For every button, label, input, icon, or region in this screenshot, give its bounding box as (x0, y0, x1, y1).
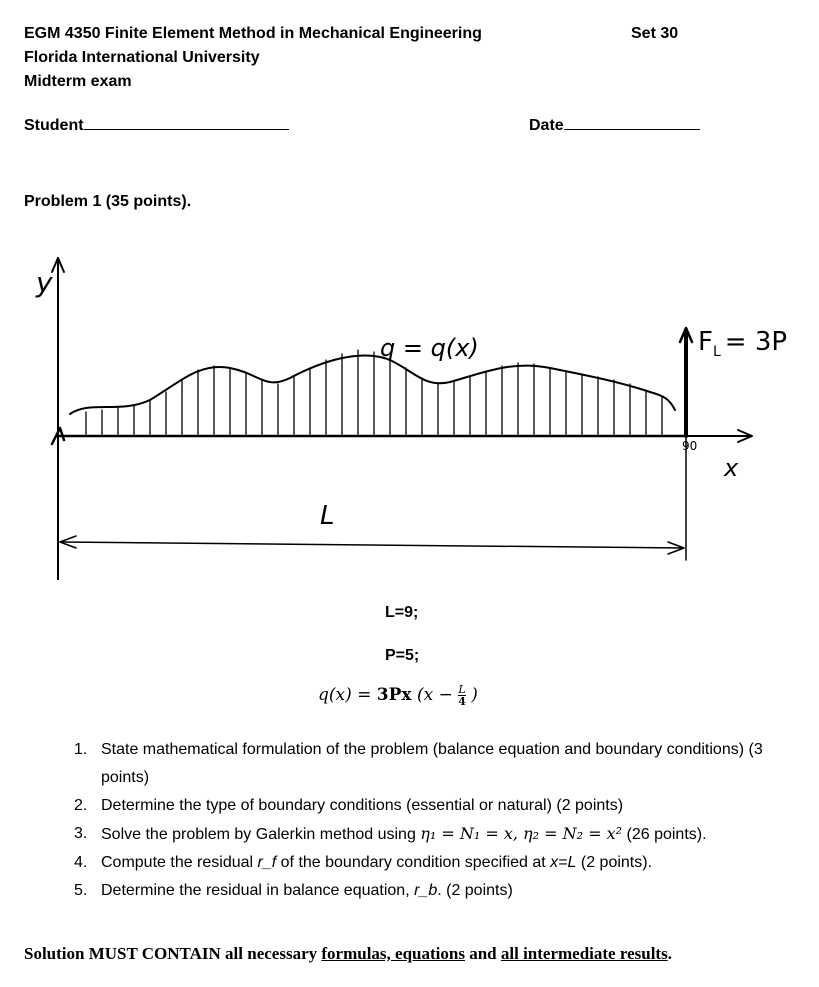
param-L: L=9; (385, 604, 419, 621)
length-dimension (60, 536, 684, 554)
student-label: Student (24, 117, 84, 134)
student-field (24, 114, 289, 138)
right-angle-mark: 90 (682, 439, 698, 453)
header-block (24, 22, 482, 94)
task-item: 4. Compute the residual r_f of the boundary condition specified at x=L (2 points). (74, 854, 653, 871)
load-curve (70, 355, 675, 414)
exam-type: Midterm exam (24, 73, 132, 90)
load-hatching (86, 350, 662, 436)
task-list (74, 736, 764, 905)
y-axis-label: y (36, 266, 53, 299)
problem-title: Problem 1 (35 points). (24, 193, 192, 210)
task-item: 2. Determine the type of boundary conditions (essential or natural) (2 points) (74, 797, 624, 814)
param-P: P=5; (385, 647, 420, 664)
length-label: L (320, 501, 335, 531)
load-label: q = q(x) (380, 334, 479, 362)
end-force-arrow (680, 328, 692, 436)
course-title: EGM 4350 Finite Element Method in Mechanical Engineering (24, 25, 482, 42)
load-formula: q(x) = 3Px (x − $\frac{L}{4}$ ) (318, 683, 478, 708)
x-axis-label: x (724, 454, 739, 482)
date-label: Date (529, 117, 564, 134)
task-item: 5. Determine the residual in balance equation, r_b. (2 points) (74, 882, 513, 899)
task-item: 3. Solve the problem by Galerkin method using η₁ = N₁ = x, η₂ = N₂ = x² (26 points). (74, 824, 707, 843)
beam-figure (30, 250, 800, 580)
solution-requirement-note: Solution MUST CONTAIN all necessary formulas, equations and all intermediate results. (24, 944, 672, 963)
y-axis (52, 258, 64, 580)
fraction-L-over-4: $\frac{L}{4}$ (458, 683, 466, 708)
date-blank-line (564, 115, 700, 130)
set-number: Set 30 (631, 25, 679, 42)
force-label: $F_L = 3P$ (698, 327, 788, 360)
student-blank-line (84, 115, 289, 130)
task-item: 1. State mathematical formulation of the problem (balance equation and boundary conditions) (3 points) (74, 741, 763, 786)
date-field (529, 114, 700, 138)
university-name: Florida International University (24, 49, 260, 66)
